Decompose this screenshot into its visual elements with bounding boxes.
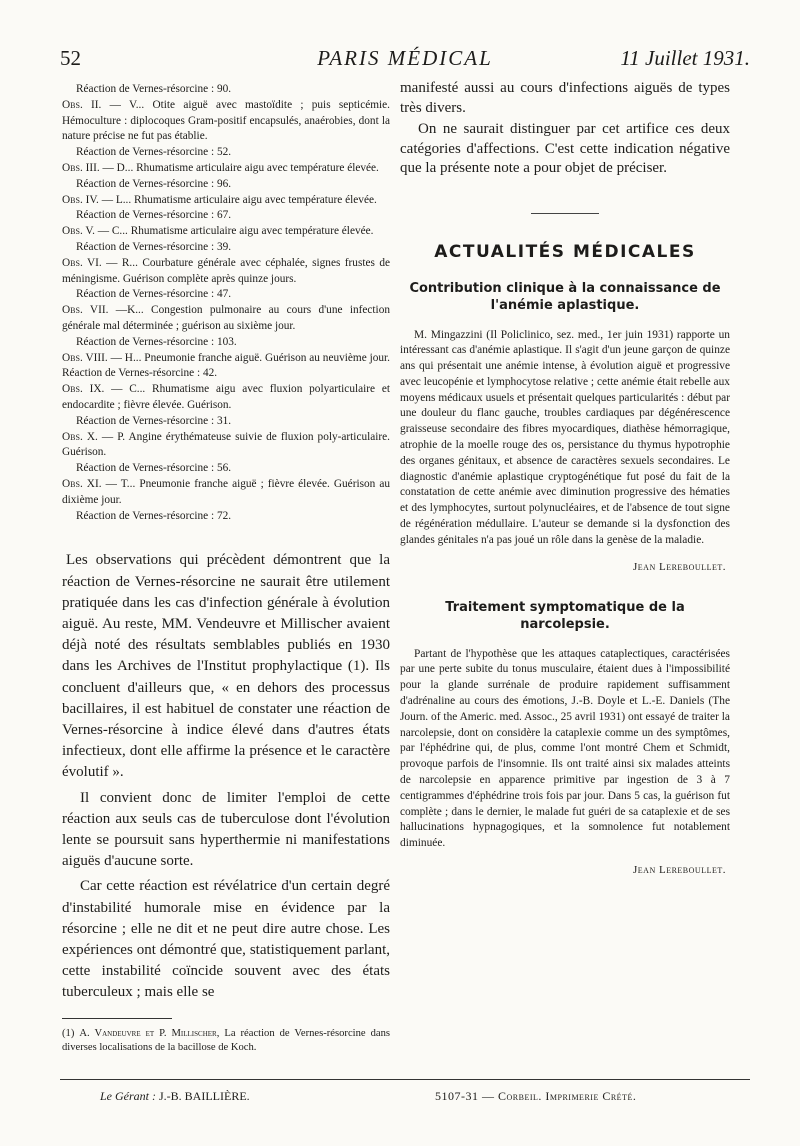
observation-number: Obs. VII.: [62, 304, 109, 317]
observation-description: — V... Otite aiguë avec mastoïdite ; puis septicémie. Hémoculture : diplocoques Gram-positif encapsulés, anaérobies, dont la nature précise ne fut pas établie.: [62, 98, 390, 143]
observation-entry: [62, 303, 390, 335]
observation-description: — C... Rhumatisme articulaire aigu avec température élevée.: [94, 225, 374, 238]
reaction-result: Réaction de Vernes-résorcine : 56.: [76, 462, 232, 475]
paragraph: manifesté aussi au cours d'infections aiguës de types très divers.: [400, 80, 730, 116]
gerant-credit: [100, 1089, 250, 1104]
observation-description: — R... Courbature générale avec céphalée, signes frustes de méningisme. Guérison complète après quinze jours.: [62, 256, 390, 285]
article-title: Traitement symptomatique de la narcolepsie.: [445, 599, 685, 632]
footnote-marker: (1): [62, 1027, 75, 1039]
observation-number: Obs. II.: [62, 98, 102, 111]
section-divider: [531, 213, 599, 214]
observation-number: Obs. III.: [62, 161, 100, 174]
observation-list: [62, 82, 390, 524]
observation-entry: [62, 382, 390, 414]
section-title: ACTUALITÉS MÉDICALES: [434, 241, 696, 262]
left-column: [62, 82, 390, 1055]
reaction-result: Réaction de Vernes-résorcine : 39.: [76, 240, 232, 253]
reaction-result: Réaction de Vernes-résorcine : 52.: [76, 146, 232, 159]
observation-description: — P. Angine érythémateuse suivie de fluxion poly-articulaire. Guérison.: [62, 430, 390, 459]
observation-entry: [62, 161, 390, 177]
article-body: Partant de l'hypothèse que les attaques cataplectiques, caractérisées par une perte subite du tonus musculaire, étaient dues à l'impossibilité pour la glande surrénale de produire rapidement suffisamment d'adrénaline au cours des émotions, J.-B. Doyle et L.-E. Daniels (The Journ. of the Americ. med. Assoc., 25 avril 1931) ont essayé de traiter la narcolepsie, dont on considère la cataplexie comme un des symptômes, par l'éphédrine qui, de plus, comme l'ont montré Chem et Schmidt, provoque parfois de l'insomnie. Ils ont traité ainsi six malades atteints de narcolepsie en apparence primitive par ingestion de 3 à 7 centigrammes d'éphédrine trois fois par jour. Dans 5 cas, la guérison fut complète ; dans le dernier, le malade fut guéri de sa cataplexie et de ses hallucinations hypnagogiques, et la somnolence fut notablement diminuée.: [400, 647, 730, 850]
observation-description: —K... Congestion pulmonaire au cours d'une infection générale mal déterminée ; guérison au sixième jour.: [62, 304, 390, 332]
observation-description: — H... Pneumonie franche aiguë. Guérison au neuvième jour. Réaction de Vernes-résorcine : 42.: [62, 351, 390, 380]
footnote-text: La réaction de Vernes-résorcine dans diverses localisations de la bacillose de Koch.: [62, 1027, 390, 1053]
footnote-divider: [62, 1018, 172, 1019]
observation-entry: [62, 98, 390, 145]
observation-number: Obs. XI.: [62, 477, 102, 490]
observation-number: Obs. VIII.: [62, 351, 108, 364]
observation-entry: [62, 351, 390, 383]
reaction-result: Réaction de Vernes-résorcine : 96.: [76, 177, 232, 190]
footnote: [62, 1027, 390, 1055]
article-author: Jean Lereboullet.: [633, 864, 726, 877]
article-body: M. Mingazzini (Il Policlinico, sez. med., 1er juin 1931) rapporte un intéressant cas d'anémie aplastique. Il s'agit d'un jeune garçon de quinze ans qui présentait une anémie intense, à évolution aiguë et progressive avec leucopénie et lymphocytose relative ; cette anémie était rebelle aux moyens médicaux usuels et présentait quelques particularités : début par une douleur du flanc gauche, troubles cardiaques par dégénérescence graisseuse secondaire des fibres myocardiques, diathèse hémorragique, atrophie de la moelle rouge des os, persistance du thymus hypotrophie des organes génitaux, et absence de caractères sexuels secondaires. Le diagnostic d'anémie aplastique cryptogénétique fut posé du fait de la constatation de cette anémie avec diminution progressive des hématies et des lymphocytes, surtout polynucléaires, et de l'absence de tout signe de régénération médullaire. L'auteur se demande si la dysfonction des glandes génitales n'a pas joué un rôle dans la genèse de la maladie.: [400, 328, 730, 546]
reaction-result: Réaction de Vernes-résorcine : 90.: [76, 83, 232, 95]
gerant-label: Le Gérant :: [100, 1089, 156, 1103]
observation-description: — T... Pneumonie franche aiguë ; fièvre élevée. Guérison au dixième jour.: [62, 477, 390, 506]
observation-entry: [62, 477, 390, 509]
observation-number: Obs. X.: [62, 430, 98, 443]
gerant-name: J.-B. BAILLIÈRE.: [159, 1089, 250, 1103]
observation-entry: [62, 256, 390, 288]
reaction-result: Réaction de Vernes-résorcine : 67.: [76, 209, 232, 222]
page-number: 52: [60, 46, 81, 70]
paragraph: Car cette réaction est révélatrice d'un certain degré d'instabilité humorale mise en évidence par la résorcine ; elle ne dit et ne peut dire autre chose. Les expériences ont démontré que, statistiquement parlant, cette instabilité coïncide souvent avec des états tuberculeux ; mais elle se: [62, 878, 390, 1001]
observation-description: — C... Rhumatisme aigu avec fluxion polyarticulaire et endocardite ; fièvre élevée. Guérison.: [62, 383, 390, 411]
observation-description: — D... Rhumatisme articulaire aigu avec température élevée.: [99, 161, 379, 174]
running-header: [60, 46, 750, 74]
paragraph: On ne saurait distinguer par cet artifice ces deux catégories d'affections. C'est cette indication négative que la présente note a pour objet de préciser.: [400, 121, 730, 176]
reaction-result: Réaction de Vernes-résorcine : 103.: [76, 335, 237, 348]
reaction-result: Réaction de Vernes-résorcine : 47.: [76, 288, 232, 301]
footnote-authors: A. Vandeuvre et P. Millischer,: [79, 1027, 220, 1039]
footer-divider: [60, 1079, 750, 1080]
discussion-text: [62, 550, 390, 1003]
paragraph: Les observations qui précèdent démontrent que la réaction de Vernes-résorcine ne saurait être utilement pratiquée dans les cas d'infection générale à évolution aiguë. Au reste, MM. Vendeuvre et Millischer avaient déjà noté des résultats semblables publiés en 1930 dans les Archives de l'Institut prophylactique (1). Ils concluent d'ailleurs que, « en dehors des processus bacillaires, il est habituel de constater une réaction de Vernes-résorcine à indice élevé dans d'autres états infectieux, dont elle affirme la présence et le caractère évolutif ».: [62, 552, 390, 781]
observation-entry: [62, 430, 390, 462]
observation-number: Obs. VI.: [62, 256, 102, 269]
article-title: Contribution clinique à la connaissance de l'anémie aplastique.: [409, 280, 721, 313]
observation-number: Obs. IV.: [62, 193, 99, 206]
observation-description: — L... Rhumatisme articulaire aigu avec température élevée.: [98, 193, 377, 206]
continuation-text: [400, 79, 730, 179]
page-footer: [60, 1089, 750, 1109]
reaction-result: Réaction de Vernes-résorcine : 72.: [76, 509, 232, 522]
article-author: Jean Lereboullet.: [633, 560, 726, 573]
paragraph: Il convient donc de limiter l'emploi de cette réaction aux seuls cas de tuberculose dont l'évolution lente se poursuit sans hyperthermie ni manifestations aiguës d'aucune sorte.: [62, 789, 390, 870]
observation-number: Obs. IX.: [62, 383, 105, 396]
observation-number: Obs. V.: [62, 225, 95, 238]
printer-credit: 5107-31 — Corbeil. Imprimerie Crété.: [435, 1089, 637, 1103]
reaction-result: Réaction de Vernes-résorcine : 31.: [76, 414, 232, 427]
observation-entry: [62, 224, 390, 240]
right-column: [400, 79, 730, 876]
observation-entry: [62, 193, 390, 209]
issue-date: 11 Juillet 1931.: [620, 46, 750, 70]
journal-title: PARIS MÉDICAL: [317, 46, 493, 70]
